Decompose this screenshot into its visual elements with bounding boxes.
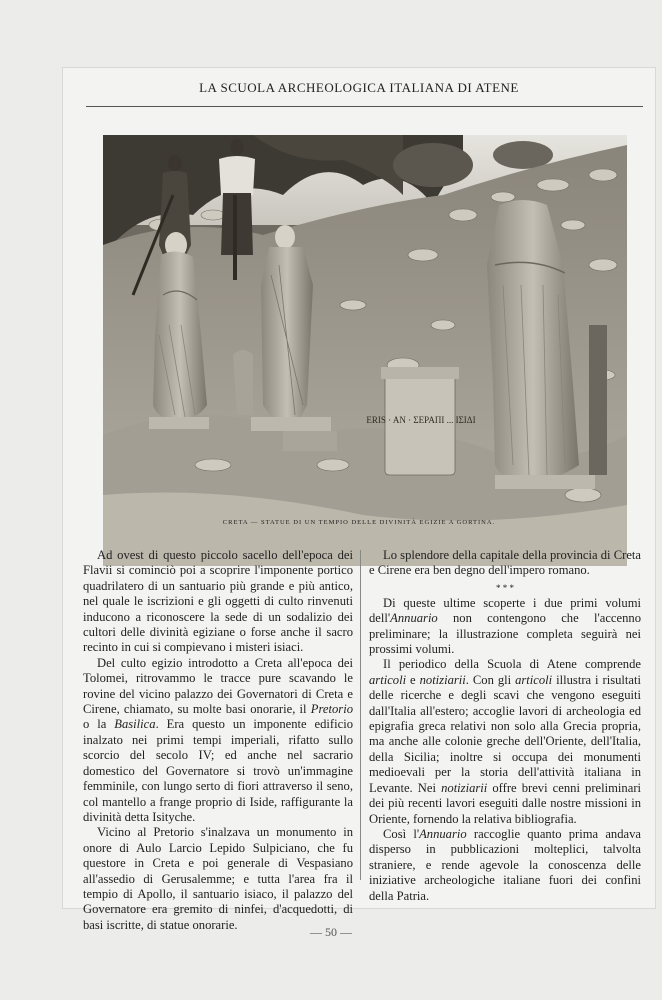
paragraph-splendore: Lo splendore della capitale della provincia di Creta e Cirene era ben degno dell'impero romano. xyxy=(369,548,641,578)
column-divider xyxy=(360,550,361,880)
left-column xyxy=(83,548,353,933)
paragraph-periodico: Il periodico della Scuola di Atene comprende articoli e notiziarii. Con gli articoli illustra i risultati delle ricerche e degli scavi che vengono eseguiti dall'Italia all'estero; accoglie lavori di archeologia ed epigrafia greca relativi non solo alla Grecia propria, ma anche alle colonie greche dell'Oriente, dell'Italia, della Sicilia; inoltre si occupa dei monumenti medioevali per la storia dell'attività italiana in Levante. Nei notiziarii offre brevi cenni preliminari dei più recenti lavori eseguiti dalle nostre missioni in Oriente, fornendo la relativa bibliografia. xyxy=(369,657,642,826)
paragraph-annuario: Di queste ultime scoperte i due primi volumi dell'Annuario non contengono che l'accenno preliminare; la illustrazione completa seguirà nei prossimi volumi. xyxy=(369,595,641,657)
running-header: LA SCUOLA ARCHEOLOGICA ITALIANA DI ATENE xyxy=(199,80,519,95)
paragraph-santuario: Ad ovest di questo piccolo sacello dell'epoca dei Flavii si cominciò poi a scoprire l'imponente portico quadrilatero di un santuario più grande e più antico, nel quale le iscrizioni e gli oggetti di culto rinvenuti inducono a riconoscere la sede di un sodalizio dei cultori delle divinità egiziane o forse anche il sacro recinto in cui si compievano i misteri isiaci. xyxy=(83,548,353,655)
right-column xyxy=(369,548,641,904)
excavation-photograph xyxy=(103,135,627,566)
paragraph-conclusione: Così l'Annuario raccoglie quanto prima andava disperso in pubblicazioni molteplici, talvolta straniere, e rende agevole la conoscenza delle iniziative archeologiche italiane fuori dei confini della Patria. xyxy=(369,826,641,903)
page-number: — 50 — xyxy=(310,925,352,939)
photo-illustration xyxy=(103,135,627,566)
altar-inscription: ERIS · AN · ΣΕΡΑΠΙ ... ΙΣΙΔΙ xyxy=(366,415,476,425)
header-rule xyxy=(86,106,643,107)
asterism: * * * xyxy=(496,582,514,593)
paragraph-culto-egizio: Del culto egizio introdotto a Creta all'epoca dei Tolomei, ritrovammo le tracce pure scavando le rovine del vicino palazzo dei Governatori di Creta e Cirene, chiamato, su molte basi onorarie, il Pretorio o la Basilica. Era questo un imponente edificio inalzato nei primi tempi imperiali, rifatto sullo scorcio del secolo IV; ed anche nel sacrario domestico del Governatore si trovò un'immagine femminile, con lungo serto di fiori attraverso il seno, col mantello a frange proprio di Iside, raffigurante la divinità detta Isityche. xyxy=(83,655,354,824)
figure-caption: CRETA — STATUE DI UN TEMPIO DELLE DIVINITÀ EGIZIE A GORTINA. xyxy=(222,519,496,526)
paragraph-pretorio: Vicino al Pretorio s'inalzava un monumento in onore di Aulo Larcio Lepido Sulpiciano, che fu questore in Creta e poi generale di Vespasiano all'assedio di Gerusalemme; e tutta l'area fra il tempio di Apollo, il santuario isiaco, il palazzo del Governatore era gremito di ninfei, d'acquedotti, di basi iscritte, di statue onorarie. xyxy=(83,825,353,932)
